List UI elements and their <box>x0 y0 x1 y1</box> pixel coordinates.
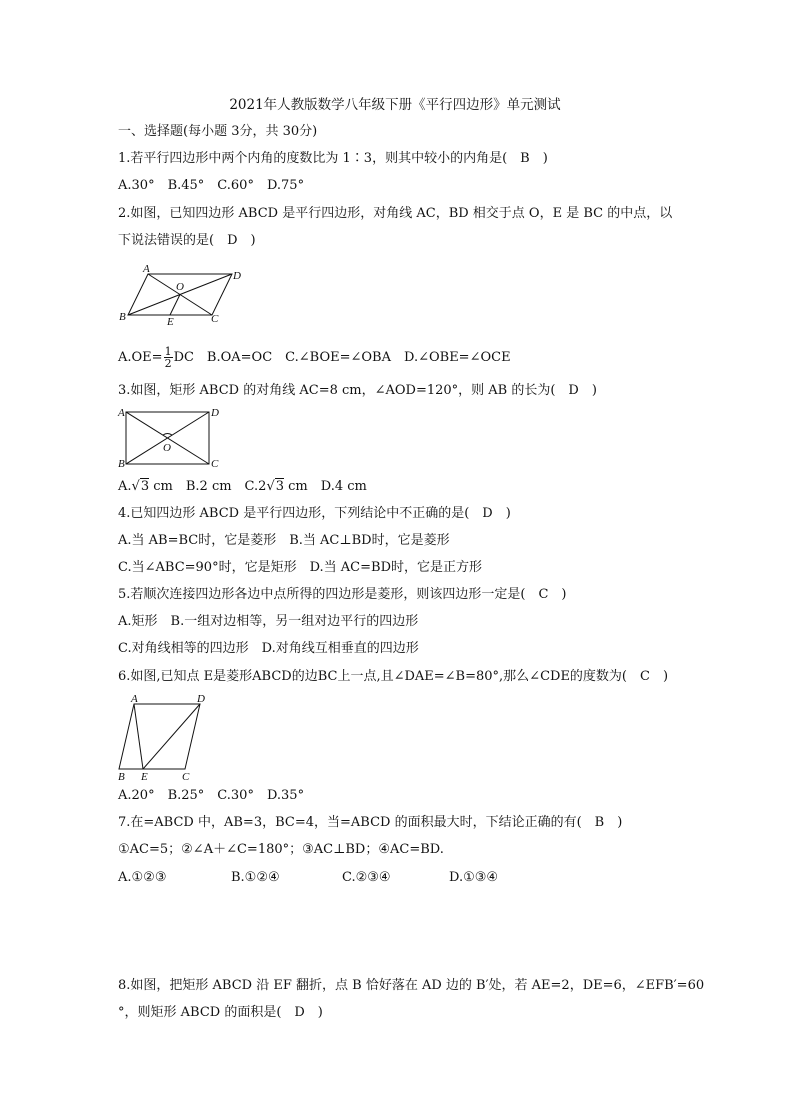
page-title: 2021年人教版数学八年级下册《平行四边形》单元测试 <box>229 97 561 113</box>
label-b: B <box>118 458 125 470</box>
question-1: 1.若平行四边形中两个内角的度数比为 1∶3，则其中较小的内角是( B ) <box>118 151 548 166</box>
rhombus-figure <box>115 692 215 782</box>
label-b: B <box>118 771 125 782</box>
question-2-line-2: 下说法错误的是( D ) <box>118 233 256 248</box>
question-2-options <box>118 345 511 371</box>
options-rest: DC B.OA=OC C.∠BOE=∠OBA D.∠OBE=∠OCE <box>173 350 511 365</box>
option-a-prefix: A.OE= <box>118 350 163 365</box>
fraction-numerator: 1 <box>164 345 172 358</box>
fraction-denominator: 2 <box>164 357 172 370</box>
question-2-line-1: 2.如图，已知四边形 ABCD 是平行四边形，对角线 AC，BD 相交于点 O，E 是 BC 的中点，以 <box>118 206 673 221</box>
question-6-options: A.20° B.25° C.30° D.35° <box>118 788 305 803</box>
question-5-options-cd: C.对角线相等的四边形 D.对角线互相垂直的四边形 <box>118 641 419 656</box>
question-6: 6.如图,已知点 E是菱形ABCD的边BC上一点,且∠DAE=∠B=80°,那么∠CDE的度数为( C ) <box>118 669 669 684</box>
label-e: E <box>167 316 174 328</box>
question-7-option-c: C.②③④ <box>342 870 391 885</box>
radicand-c: 3 <box>275 479 285 494</box>
label-d: D <box>233 270 241 282</box>
rectangle-figure <box>115 404 225 472</box>
label-d: D <box>211 407 219 419</box>
label-e: E <box>141 771 148 782</box>
question-5-options-ab: A.矩形 B.一组对边相等，另一组对边平行的四边形 <box>118 614 419 629</box>
label-a: A <box>131 693 138 705</box>
options-middle: cm B.2 cm C.2 <box>149 479 267 494</box>
option-a-prefix: A. <box>118 479 132 494</box>
question-7: 7.在=ABCD 中，AB=3，BC=4，当=ABCD 的面积最大时，下结论正确的有( B ) <box>118 815 623 830</box>
question-4: 4.已知四边形 ABCD 是平行四边形，下列结论中不正确的是( D ) <box>118 506 511 521</box>
question-8-line-1: 8.如图，把矩形 ABCD 沿 EF 翻折，点 B 恰好落在 AD 边的 B′处，若 AE=2，DE=6，∠EFB′=60 <box>118 978 705 993</box>
fraction-one-half <box>164 346 173 369</box>
label-b: B <box>119 311 126 323</box>
label-o: O <box>176 281 184 293</box>
radicand-a: 3 <box>140 479 150 494</box>
parallelogram-figure <box>115 262 255 330</box>
label-c: C <box>211 313 219 325</box>
label-o: O <box>163 442 171 454</box>
question-5: 5.若顺次连接四边形各边中点所得的四边形是菱形，则该四边形一定是( C ) <box>118 587 567 602</box>
question-7-option-b: B.①②④ <box>231 870 280 885</box>
question-1-options: A.30° B.45° C.60° D.75° <box>118 178 305 193</box>
question-7-option-a: A.①②③ <box>118 870 167 885</box>
label-c: C <box>182 771 190 782</box>
label-a: A <box>118 407 125 419</box>
label-d: D <box>197 693 205 705</box>
question-3: 3.如图，矩形 ABCD 的对角线 AC=8 cm，∠AOD=120°，则 AB 的长为( D ) <box>118 383 597 398</box>
question-3-options: A.√3 cm B.2 cm C.2√3 cm D.4 cm <box>118 479 367 494</box>
section-heading: 一、选择题(每小题 3分，共 30分) <box>118 124 318 139</box>
question-4-options-ab: A.当 AB=BC时，它是菱形 B.当 AC⊥BD时，它是菱形 <box>118 533 450 548</box>
question-7-conditions: ①AC=5；②∠A＋∠C=180°；③AC⊥BD；④AC=BD. <box>118 842 444 857</box>
label-a: A <box>143 263 150 275</box>
question-4-options-cd: C.当∠ABC=90°时，它是矩形 D.当 AC=BD时，它是正方形 <box>118 560 483 575</box>
question-7-option-d: D.①③④ <box>449 870 499 885</box>
label-c: C <box>211 458 219 470</box>
options-rest: cm D.4 cm <box>284 479 367 494</box>
question-8-line-2: °，则矩形 ABCD 的面积是( D ) <box>118 1005 323 1020</box>
